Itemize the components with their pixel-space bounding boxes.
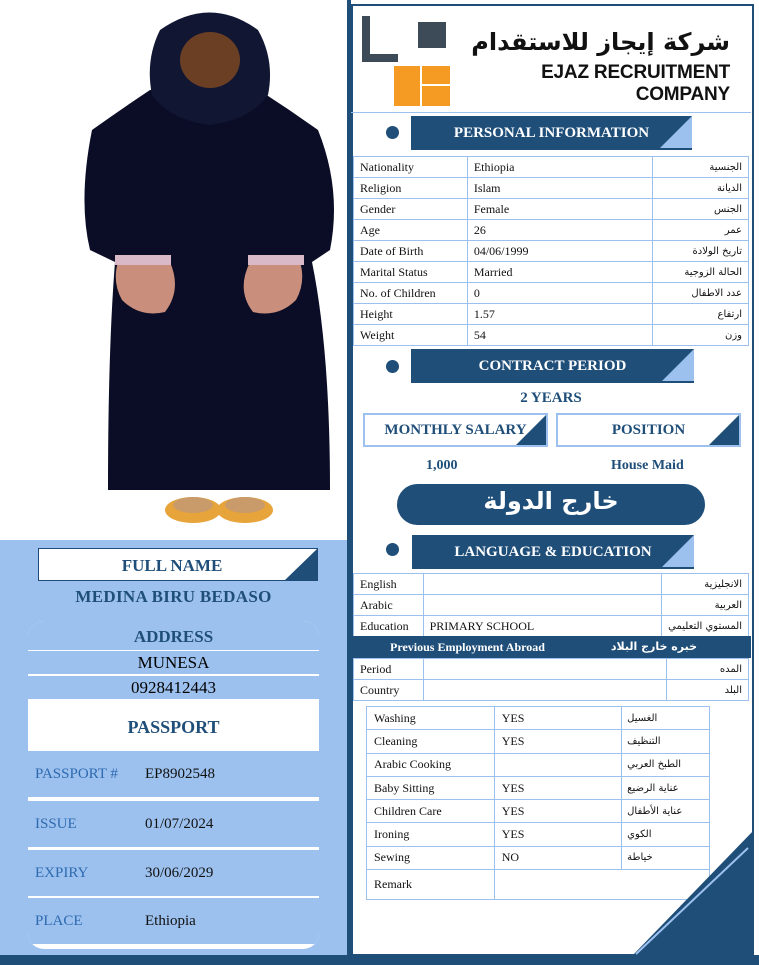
sewing-label-ar: خياطة [622,846,710,869]
baby-sitting-label: Baby Sitting [367,776,495,799]
passport-place-label: PLACE [35,913,83,929]
cleaning-value: YES [494,730,621,753]
personal-info-table [353,156,749,346]
previous-employment-table [353,658,749,701]
height-value: 1.57 [467,304,652,325]
contract-period-heading-text: CONTRACT PERIOD [478,358,627,374]
personal-heading-triangle [660,116,692,148]
gender-label-ar: الجنس [653,199,749,220]
passport-expiry-label: EXPIRY [35,865,89,881]
arabic-cooking-label-ar: الطبخ العربي [622,753,710,776]
baby-sitting-label-ar: عناية الرضيع [622,776,710,799]
education-label: Education [354,616,424,637]
previous-employment-bar [351,636,751,658]
company-logo [358,16,454,108]
english-label-ar: الانجليزية [662,574,749,595]
country-value [423,680,666,701]
education-value: PRIMARY SCHOOL [423,616,662,637]
gender-label: Gender [354,199,468,220]
religion-label-ar: الديانة [653,178,749,199]
period-label-ar: المده [667,659,749,680]
left-panel [0,0,347,965]
dob-value: 04/06/1999 [467,241,652,262]
table-row [367,753,710,776]
company-name-english: EJAZ RECRUITMENT COMPANY [541,62,730,105]
table-row [354,241,749,262]
previous-employment-heading: Previous Employment Abroad [390,640,545,654]
table-row [367,730,710,753]
bottom-stripe [0,955,759,965]
table-row [354,199,749,220]
passport-issue-label: ISSUE [35,816,77,832]
period-value [423,659,666,680]
full-name-label: FULL NAME [121,556,223,575]
language-education-heading-text: LANGUAGE & EDUCATION [454,544,652,560]
table-row [354,178,749,199]
personal-info-heading-text: PERSONAL INFORMATION [453,125,650,141]
ironing-value: YES [494,823,621,846]
children-care-value: YES [494,800,621,823]
age-label-ar: عمر [653,220,749,241]
cleaning-label-ar: التنظيف [622,730,710,753]
religion-value: Islam [467,178,652,199]
monthly-salary-value: 1,000 [426,458,458,473]
table-row [354,659,749,680]
baby-sitting-value: YES [494,776,621,799]
personal-bullet-dot [386,126,399,139]
table-row [354,262,749,283]
weight-label-ar: وزن [653,325,749,346]
children-label-ar: عدد الاطفال [653,283,749,304]
passport-issue-value: 01/07/2024 [145,816,214,832]
full-name-value: MEDINA BIRU BEDASO [75,587,272,606]
washing-label-ar: الغسيل [622,707,710,730]
nationality-label-ar: الجنسية [653,157,749,178]
address-header [28,621,319,651]
personal-top-line [351,112,751,113]
language-bullet-dot [386,543,399,556]
full-name-corner-triangle [285,549,317,580]
children-care-label-ar: عناية الأطفال [622,800,710,823]
personal-info-heading [411,116,692,150]
marital-label-ar: الحالة الزوجية [653,262,749,283]
sewing-label: Sewing [367,846,495,869]
table-row [367,800,710,823]
table-row [354,220,749,241]
weight-label: Weight [354,325,468,346]
phone-value: 0928412443 [28,676,319,700]
dob-label-ar: تاريخ الولادة [653,241,749,262]
candidate-photo [0,0,347,540]
sewing-value: NO [494,846,621,869]
weight-value: 54 [467,325,652,346]
abroad-banner: خارج الدولة [397,484,705,525]
passport-number-label: PASSPORT # [35,766,118,782]
washing-label: Washing [367,707,495,730]
salary-header-triangle [516,415,546,445]
position-value: House Maid [611,458,684,473]
children-label: No. of Children [354,283,468,304]
candidate-figure-illustration [0,0,347,540]
passport-number-value: EP8902548 [145,766,216,782]
marital-value: Married [467,262,652,283]
language-table [353,573,749,637]
washing-value: YES [494,707,621,730]
contract-heading-triangle [662,349,694,381]
gender-value: Female [467,199,652,220]
company-name-arabic: شركة إيجاز للاستقدام [471,28,730,56]
passport-expiry-value: 30/06/2029 [145,865,214,881]
table-row [354,595,749,616]
religion-label: Religion [354,178,468,199]
period-label: Period [354,659,424,680]
ironing-label: Ironing [367,823,495,846]
language-education-heading [412,535,694,569]
arabic-label: Arabic [354,595,424,616]
previous-employment-heading-ar: خبره خارج البلاد [610,640,697,653]
education-label-ar: المستوي التعليمي [662,616,749,637]
address-label: ADDRESS [133,627,214,646]
dob-label: Date of Birth [354,241,468,262]
nationality-label: Nationality [354,157,468,178]
passport-place-row [28,898,319,946]
passport-place-value: Ethiopia [145,913,196,929]
table-row [354,574,749,595]
arabic-cooking-label: Arabic Cooking [367,753,495,776]
table-row [354,680,749,701]
passport-issue-row [28,801,319,849]
ironing-label-ar: الكوي [622,823,710,846]
position-label: POSITION [611,422,686,438]
full-name-header [38,548,318,581]
nationality-value: Ethiopia [467,157,652,178]
english-label: English [354,574,424,595]
table-row [354,283,749,304]
contract-period-heading [411,349,694,383]
table-row [354,157,749,178]
address-passport-card [28,621,319,949]
position-header [556,413,741,447]
table-row [367,776,710,799]
passport-expiry-row [28,850,319,898]
arabic-value [423,595,662,616]
monthly-salary-label: MONTHLY SALARY [384,422,527,438]
english-value [423,574,662,595]
children-care-label: Children Care [367,800,495,823]
country-label-ar: البلد [667,680,749,701]
monthly-salary-header [363,413,548,447]
height-label-ar: ارتفاع [653,304,749,325]
arabic-cooking-value [494,753,621,776]
table-row [354,325,749,346]
table-row [354,304,749,325]
remark-label: Remark [367,870,495,900]
country-label: Country [354,680,424,701]
position-header-triangle [709,415,739,445]
contract-period-value: 2 YEARS [520,390,582,406]
table-row [354,616,749,637]
contract-bullet-dot [386,360,399,373]
age-label: Age [354,220,468,241]
arabic-label-ar: العربية [662,595,749,616]
address-value: MUNESA [28,651,319,675]
passport-number-row [28,751,319,799]
passport-header: PASSPORT [28,703,319,751]
marital-label: Marital Status [354,262,468,283]
age-value: 26 [467,220,652,241]
children-value: 0 [467,283,652,304]
table-row [367,707,710,730]
decorative-corner-triangle [632,830,754,956]
language-heading-triangle [662,535,694,567]
cleaning-label: Cleaning [367,730,495,753]
height-label: Height [354,304,468,325]
